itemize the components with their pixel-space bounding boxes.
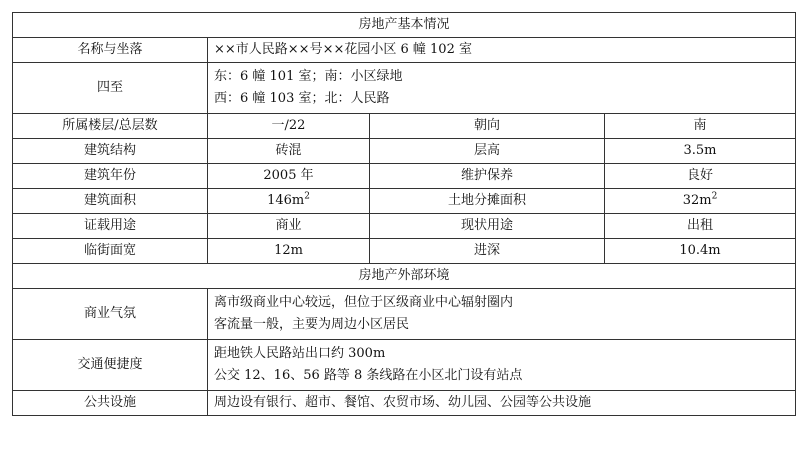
table-row [13,38,796,63]
table-row [13,139,796,164]
property-table [12,12,796,416]
sides-line-1: 东：6 幢 101 室；南：小区绿地 [214,69,403,84]
row-value: 3.5m [605,139,796,164]
row-label: 进深 [370,239,605,264]
table-row [13,189,796,214]
area-value: 146m [267,193,305,208]
traffic-line-2: 公交 12、16、56 路等 8 条线路在小区北门设有站点 [214,368,523,383]
row-label: 所属楼层/总层数 [13,114,208,139]
commerce-line-2: 客流量一般，主要为周边小区居民 [214,317,410,332]
table-row [13,214,796,239]
land-area-value: 32m [682,193,712,208]
section-title-external: 房地产外部环境 [13,264,796,289]
row-value: 2005 年 [208,164,370,189]
row-value [208,189,370,214]
table-row [13,63,796,114]
row-value: 12m [208,239,370,264]
row-value: 商业 [208,214,370,239]
commerce-line-1: 离市级商业中心较远，但位于区级商业中心辐射圈内 [214,295,514,310]
public-value: 周边设有银行、超市、餐馆、农贸市场、幼儿园、公园等公共设施 [208,391,796,416]
table-row [13,114,796,139]
area-exponent: 2 [304,191,310,202]
name-value: ××市人民路××号××花园小区 6 幢 102 室 [208,38,796,63]
row-value: 一/22 [208,114,370,139]
traffic-label: 交通便捷度 [13,340,208,391]
traffic-line-1: 距地铁人民路站出口约 300m [214,346,386,361]
section-title-basic: 房地产基本情况 [13,13,796,38]
sides-label: 四至 [13,63,208,114]
row-value: 良好 [605,164,796,189]
row-label: 维护保养 [370,164,605,189]
name-label: 名称与坐落 [13,38,208,63]
row-label: 现状用途 [370,214,605,239]
table-row [13,340,796,391]
table-row [13,164,796,189]
row-label: 证载用途 [13,214,208,239]
row-label: 临街面宽 [13,239,208,264]
row-label: 层高 [370,139,605,164]
row-label: 建筑面积 [13,189,208,214]
row-value: 南 [605,114,796,139]
sides-line-2: 西：6 幢 103 室；北：人民路 [214,91,390,106]
table-row [13,391,796,416]
row-value: 出租 [605,214,796,239]
row-value: 10.4m [605,239,796,264]
table-row [13,239,796,264]
row-value [605,189,796,214]
commerce-label: 商业气氛 [13,289,208,340]
row-label: 建筑年份 [13,164,208,189]
land-area-exponent: 2 [711,191,718,202]
public-label: 公共设施 [13,391,208,416]
row-label: 朝向 [370,114,605,139]
section-header-external [13,264,796,289]
table-row [13,289,796,340]
row-label: 土地分摊面积 [370,189,605,214]
section-header-basic [13,13,796,38]
row-value: 砖混 [208,139,370,164]
row-label: 建筑结构 [13,139,208,164]
property-info-document [12,12,795,416]
